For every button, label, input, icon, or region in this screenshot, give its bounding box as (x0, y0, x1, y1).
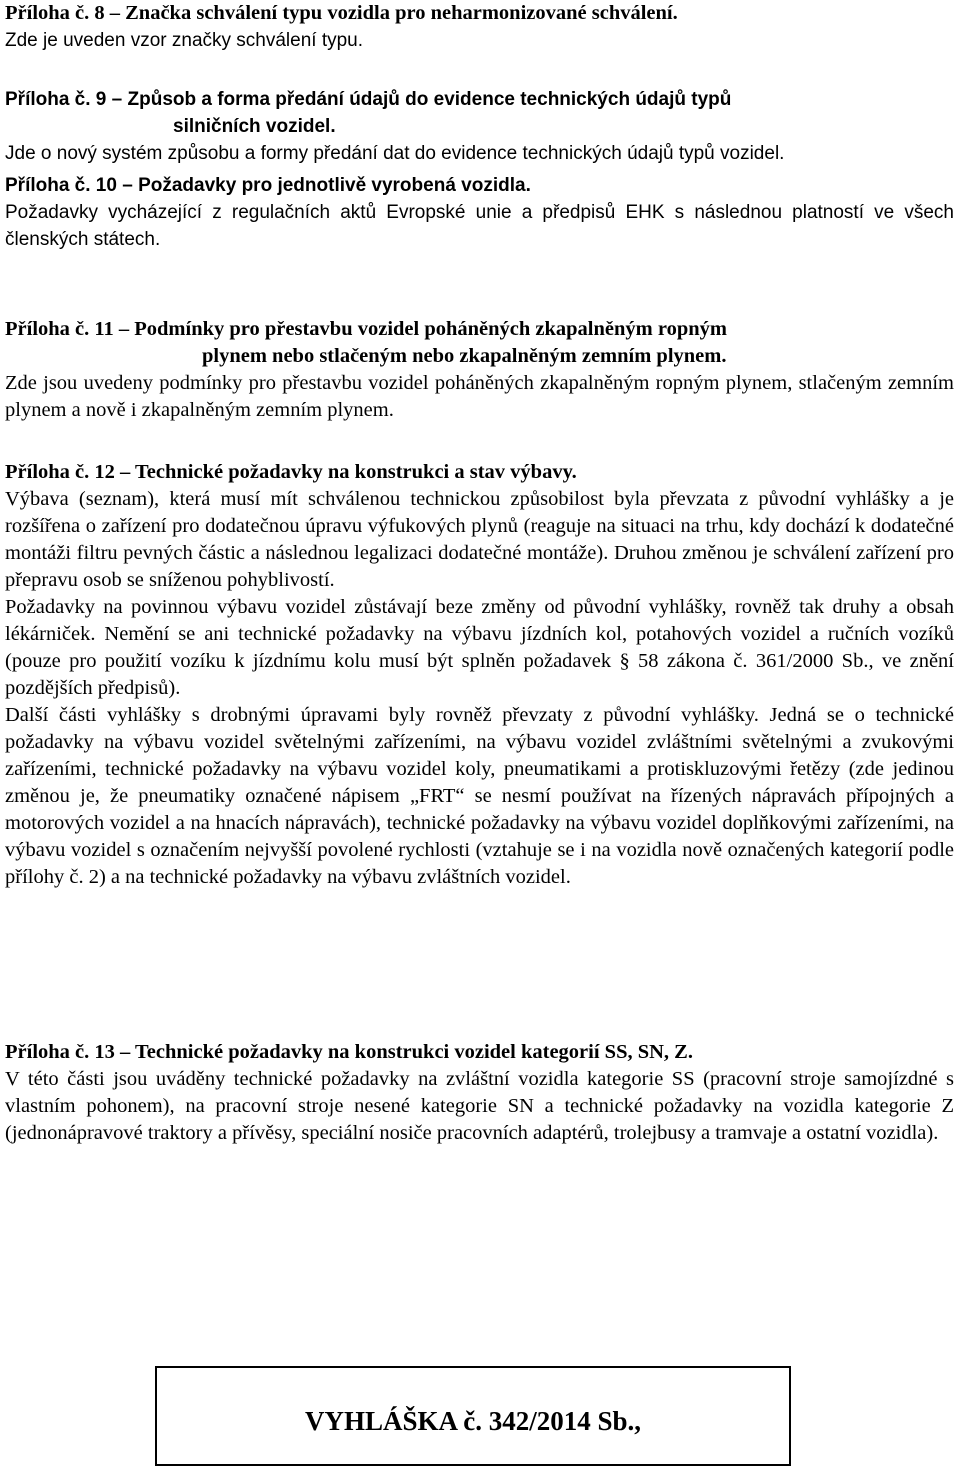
annex-12-para-2: Požadavky na povinnou výbavu vozidel zůstávají beze změny od původní vyhlášky, rovněž tak druhy a obsah lékárniček. Nemění se ani technické požadavky na výbavu jízdních kol, potahových vozidel a ručních vozíků (pouze pro použití vozíku k jízdnímu kolu musí být splněn požadavek § 58 zákona č. 361/2000 Sb., ve znění pozdějších předpisů). (5, 596, 954, 699)
annex-10-text: Požadavky vycházející z regulačních aktů Evropské unie a předpisů EHK s následnou platností ve všech členských státech. (5, 202, 954, 250)
annex-9-section (5, 86, 954, 167)
annex-11-heading-cont: plynem nebo stlačeným nebo zkapalněným zemním plynem. (202, 345, 727, 367)
annex-11-section (5, 316, 954, 424)
annex-12-para-1: Výbava (seznam), která musí mít schválenou technickou způsobilost byla převzata z původní vyhlášky a je rozšířena o zařízení pro dodatečnou úpravu výfukových plynů (reaguje na situaci na trhu, kdy dochází k dodatečné montáži filtru pevných částic a následnou legalizaci dodatečné montáže). Druhou změnou je schválení zařízení pro přepravu osob se sníženou pohyblivostí. (5, 488, 954, 591)
annex-10-heading: Příloha č. 10 – Požadavky pro jednotlivě vyrobená vozidla. (5, 175, 531, 196)
annex-12-section (5, 459, 954, 891)
regulation-title: VYHLÁŠKA č. 342/2014 Sb., (304, 1406, 642, 1436)
annex-9-heading: Příloha č. 9 – Způsob a forma předání údajů do evidence technických údajů typů (5, 89, 732, 110)
annex-12-heading: Příloha č. 12 – Technické požadavky na konstrukci a stav výbavy. (5, 461, 577, 483)
annex-9-heading-cont: silničních vozidel. (173, 116, 336, 137)
annex-13-text: V této části jsou uváděny technické požadavky na zvláštní vozidla kategorie SS (pracovní stroje samojízdné s vlastním pohonem), na pracovní stroje nesené kategorie SN a technické požadavky na vozidla kategorie Z (jednonápravové traktory a přívěsy, speciální nosiče pracovních adaptérů, trolejbusy a tramvaje a ostatní vozidla). (5, 1068, 954, 1144)
regulation-title-box (155, 1366, 791, 1466)
annex-11-heading: Příloha č. 11 – Podmínky pro přestavbu vozidel poháněných zkapalněným ropným (5, 318, 727, 340)
annex-10-section (5, 172, 954, 253)
annex-12-para-3: Další části vyhlášky s drobnými úpravami byly rovněž převzaty z původní vyhlášky. Jedná se o technické požadavky na výbavu vozidel světelnými zařízeními, na výbavu vozidel zvláštními světelnými a zvukovými zařízeními, technické požadavky na výbavu vozidel koly, pneumatikami a protiskluzovými řetězy (zde jedinou změnou je, že pneumatiky označené nápisem „FRT“ se nesmí používat na řízených nápravách přípojných a motorových vozidel a na hnacích nápravách), technické požadavky na výbavu vozidel doplňkovými zařízeními, na výbavu vozidel s označením nejvyšší povolené rychlosti (vztahuje se i na vozidla nově označených kategorií podle přílohy č. 2) a na technické požadavky na výbavu zvláštních vozidel. (5, 704, 954, 888)
annex-11-text: Zde jsou uvedeny podmínky pro přestavbu vozidel poháněných zkapalněným ropným plynem, stlačeným zemním plynem a nově i zkapalněným zemním plynem. (5, 372, 954, 421)
annex-13-heading: Příloha č. 13 – Technické požadavky na konstrukci vozidel kategorií SS, SN, Z. (5, 1041, 693, 1063)
annex-13-section (5, 1039, 954, 1147)
annex-8-text: Zde je uveden vzor značky schválení typu. (5, 30, 364, 51)
annex-8-heading: Příloha č. 8 – Značka schválení typu vozidla pro neharmonizované schválení. (5, 2, 678, 24)
annex-8-section (5, 0, 954, 54)
annex-9-text: Jde o nový systém způsobu a formy předání dat do evidence technických údajů typů vozidel. (5, 143, 785, 164)
